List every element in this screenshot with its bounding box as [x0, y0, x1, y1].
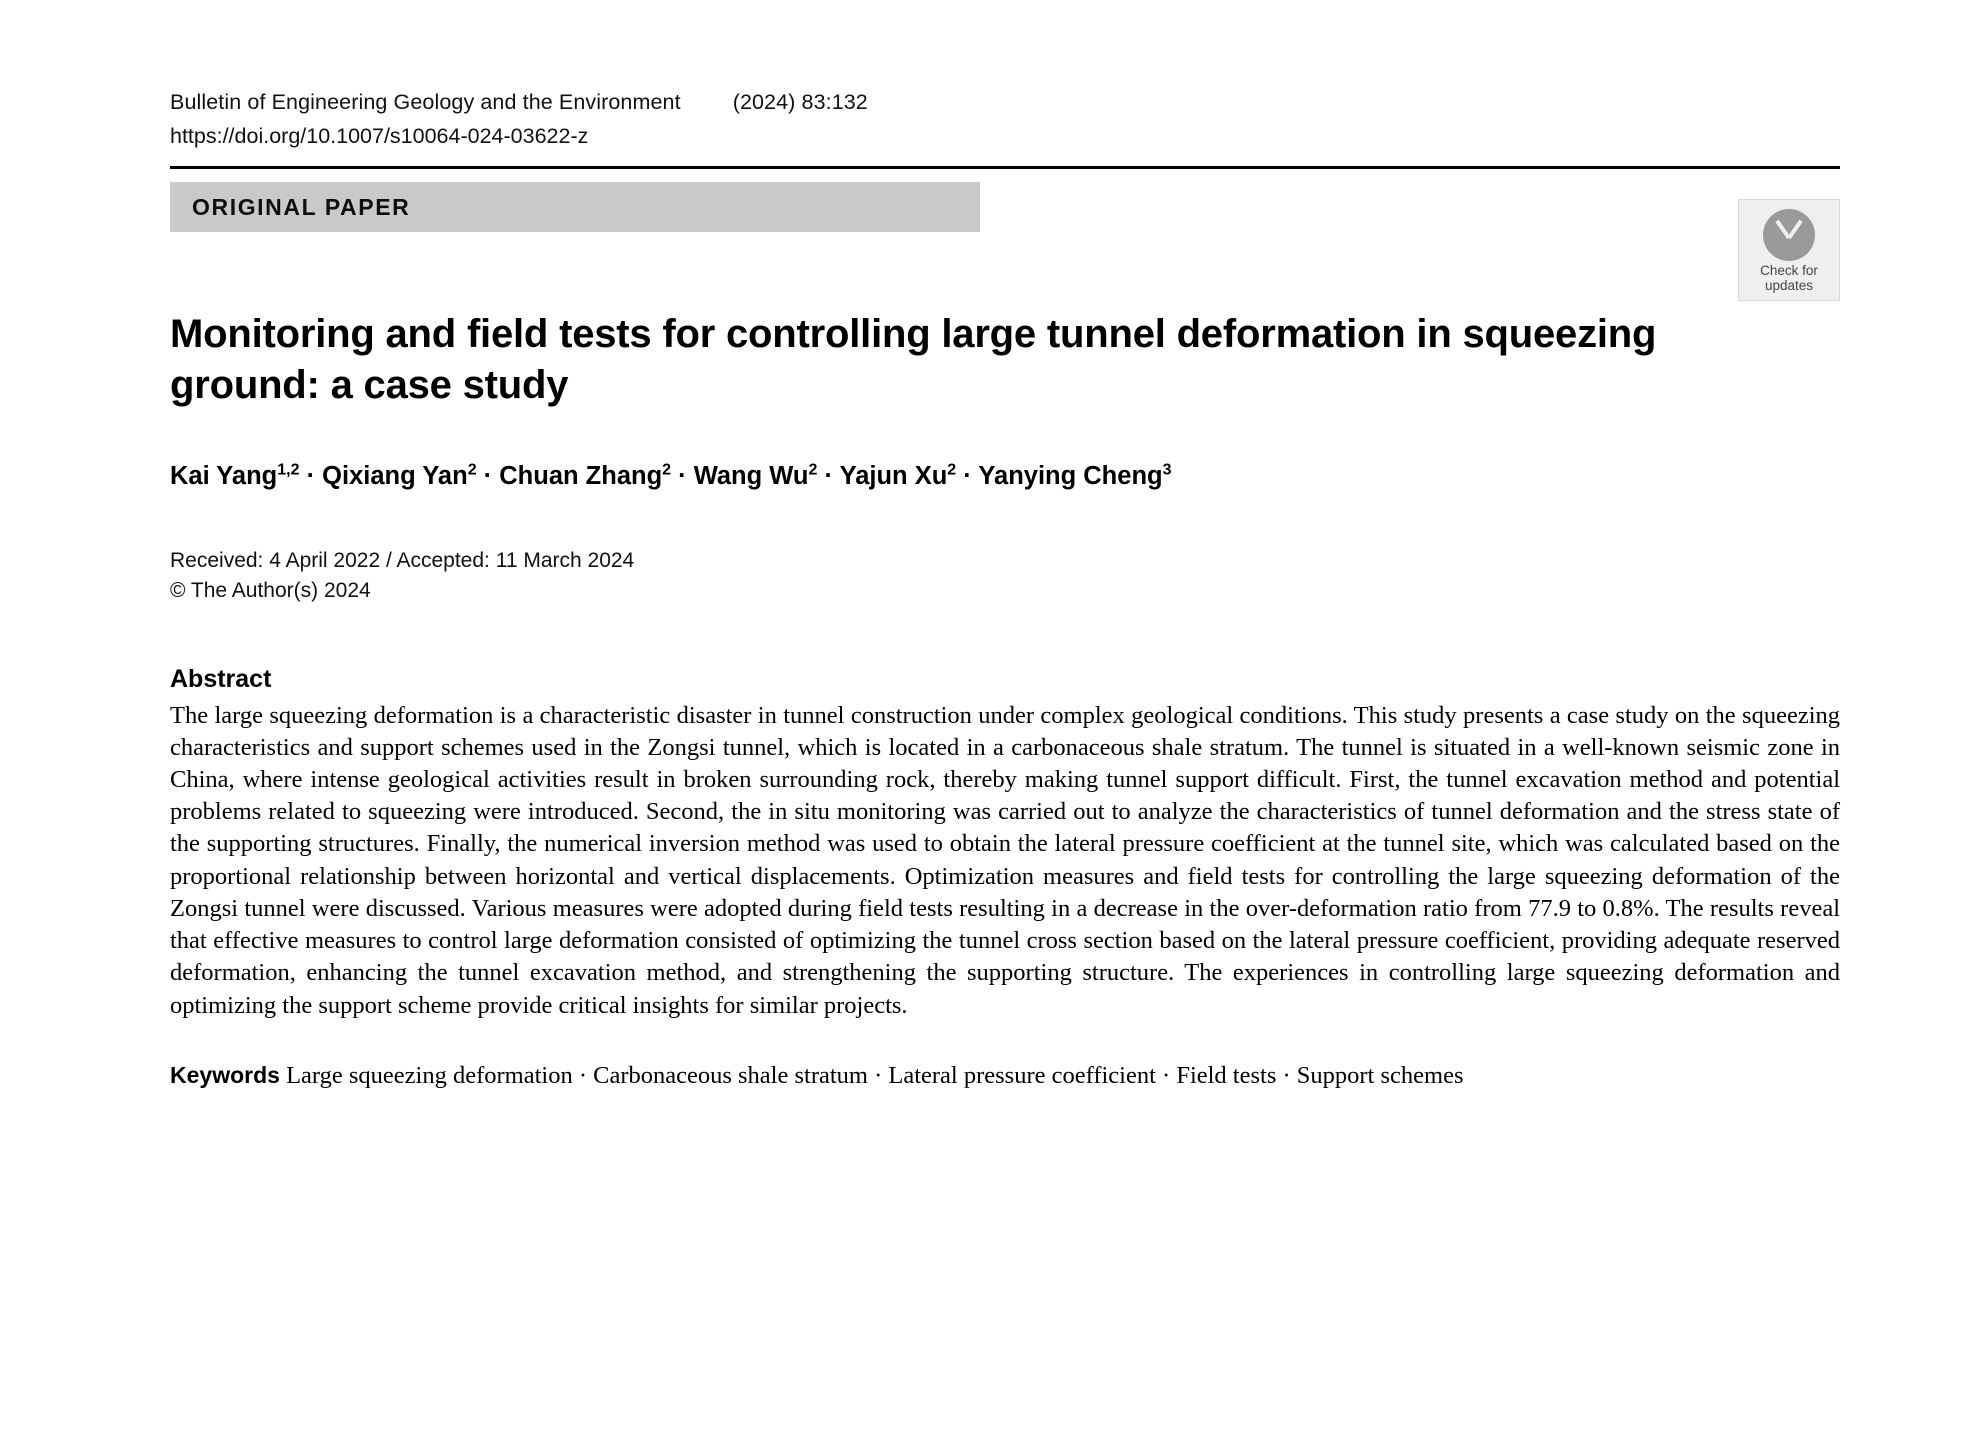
page-content	[170, 0, 1840, 1092]
crossmark-line1: Check for	[1760, 263, 1818, 278]
copyright-line: © The Author(s) 2024	[170, 579, 371, 603]
journal-header	[170, 90, 1840, 115]
author-name: Kai Yang	[170, 462, 278, 491]
abstract-heading: Abstract	[170, 664, 272, 693]
author-name: Qixiang Yan	[322, 462, 468, 491]
author-name: Yanying Cheng	[978, 462, 1163, 491]
banner-row	[170, 169, 1840, 293]
author-separator-4: ·	[956, 462, 979, 491]
journal-name: Bulletin of Engineering Geology and the Environment	[170, 90, 681, 114]
received-accepted-line: Received: 4 April 2022 / Accepted: 11 March 2024	[170, 548, 635, 572]
author-name: Chuan Zhang	[499, 462, 663, 491]
author-affiliation: 3	[1162, 461, 1172, 479]
doi-link[interactable]: https://doi.org/10.1007/s10064-024-03622-z	[170, 124, 589, 148]
keywords-text: Large squeezing deformation · Carbonaceous shale stratum · Lateral pressure coefficient · Field tests · Support schemes	[286, 1061, 1464, 1089]
author-list	[170, 459, 1840, 493]
author-item[interactable]	[978, 462, 1171, 490]
author-affiliation: 2	[662, 461, 672, 479]
author-item[interactable]	[840, 462, 957, 490]
article-type-banner	[170, 182, 980, 232]
author-affiliation: 1,2	[277, 461, 300, 479]
author-name: Wang Wu	[693, 462, 809, 491]
keywords-section	[170, 1060, 1840, 1092]
author-item[interactable]	[170, 462, 300, 490]
author-item[interactable]	[322, 462, 476, 490]
author-separator-0: ·	[299, 462, 323, 491]
author-separator-3: ·	[817, 462, 840, 491]
abstract-text: The large squeezing deformation is a characteristic disaster in tunnel construction under complex geological conditions. This study presents a case study on the squeezing characteristics and support schemes used in the Zongsi tunnel, which is located in a carbonaceous shale stratum. The tunnel is situated in a well-known seismic zone in China, where intense geological activities result in broken surrounding rock, thereby making tunnel support difficult. First, the tunnel excavation method and potential problems related to squeezing were introduced. Second, the in situ monitoring was carried out to analyze the characteristics of tunnel deformation and the stress state of the supporting structures. Finally, the numerical inversion method was used to obtain the lateral pressure coefficient at the tunnel site, which was calculated based on the proportional relationship between horizontal and vertical displacements. Optimization measures and field tests for controlling the large squeezing deformation of the Zongsi tunnel were discussed. Various measures were adopted during field tests resulting in a decrease in the over-deformation ratio from 77.9 to 0.8%. The results reveal that effective measures to control large deformation consisted of optimizing the tunnel cross section based on the lateral pressure coefficient, providing adequate reserved deformation, enhancing the tunnel excavation method, and strengthening the supporting structure. The experiences in controlling large squeezing deformation and optimizing the support scheme provide critical insights for similar projects.	[170, 701, 1840, 1019]
author-separator-1: ·	[476, 462, 500, 491]
crossmark-badge[interactable]	[1738, 199, 1840, 301]
crossmark-icon	[1763, 209, 1815, 261]
publication-dates	[170, 546, 1840, 607]
author-item[interactable]	[694, 462, 818, 490]
crossmark-line2: updates	[1764, 278, 1814, 293]
author-affiliation: 2	[808, 461, 818, 479]
author-item[interactable]	[499, 462, 671, 490]
author-affiliation: 2	[467, 461, 477, 479]
journal-volume-issue: (2024) 83:132	[732, 90, 868, 114]
keywords-label: Keywords	[170, 1061, 280, 1088]
article-type-label: ORIGINAL PAPER	[192, 193, 411, 220]
page-title: Monitoring and field tests for controlling large tunnel deformation in squeezing ground: a case study	[170, 312, 1657, 408]
author-separator-2: ·	[671, 462, 694, 491]
author-affiliation: 2	[947, 461, 957, 479]
author-name: Yajun Xu	[839, 462, 948, 491]
